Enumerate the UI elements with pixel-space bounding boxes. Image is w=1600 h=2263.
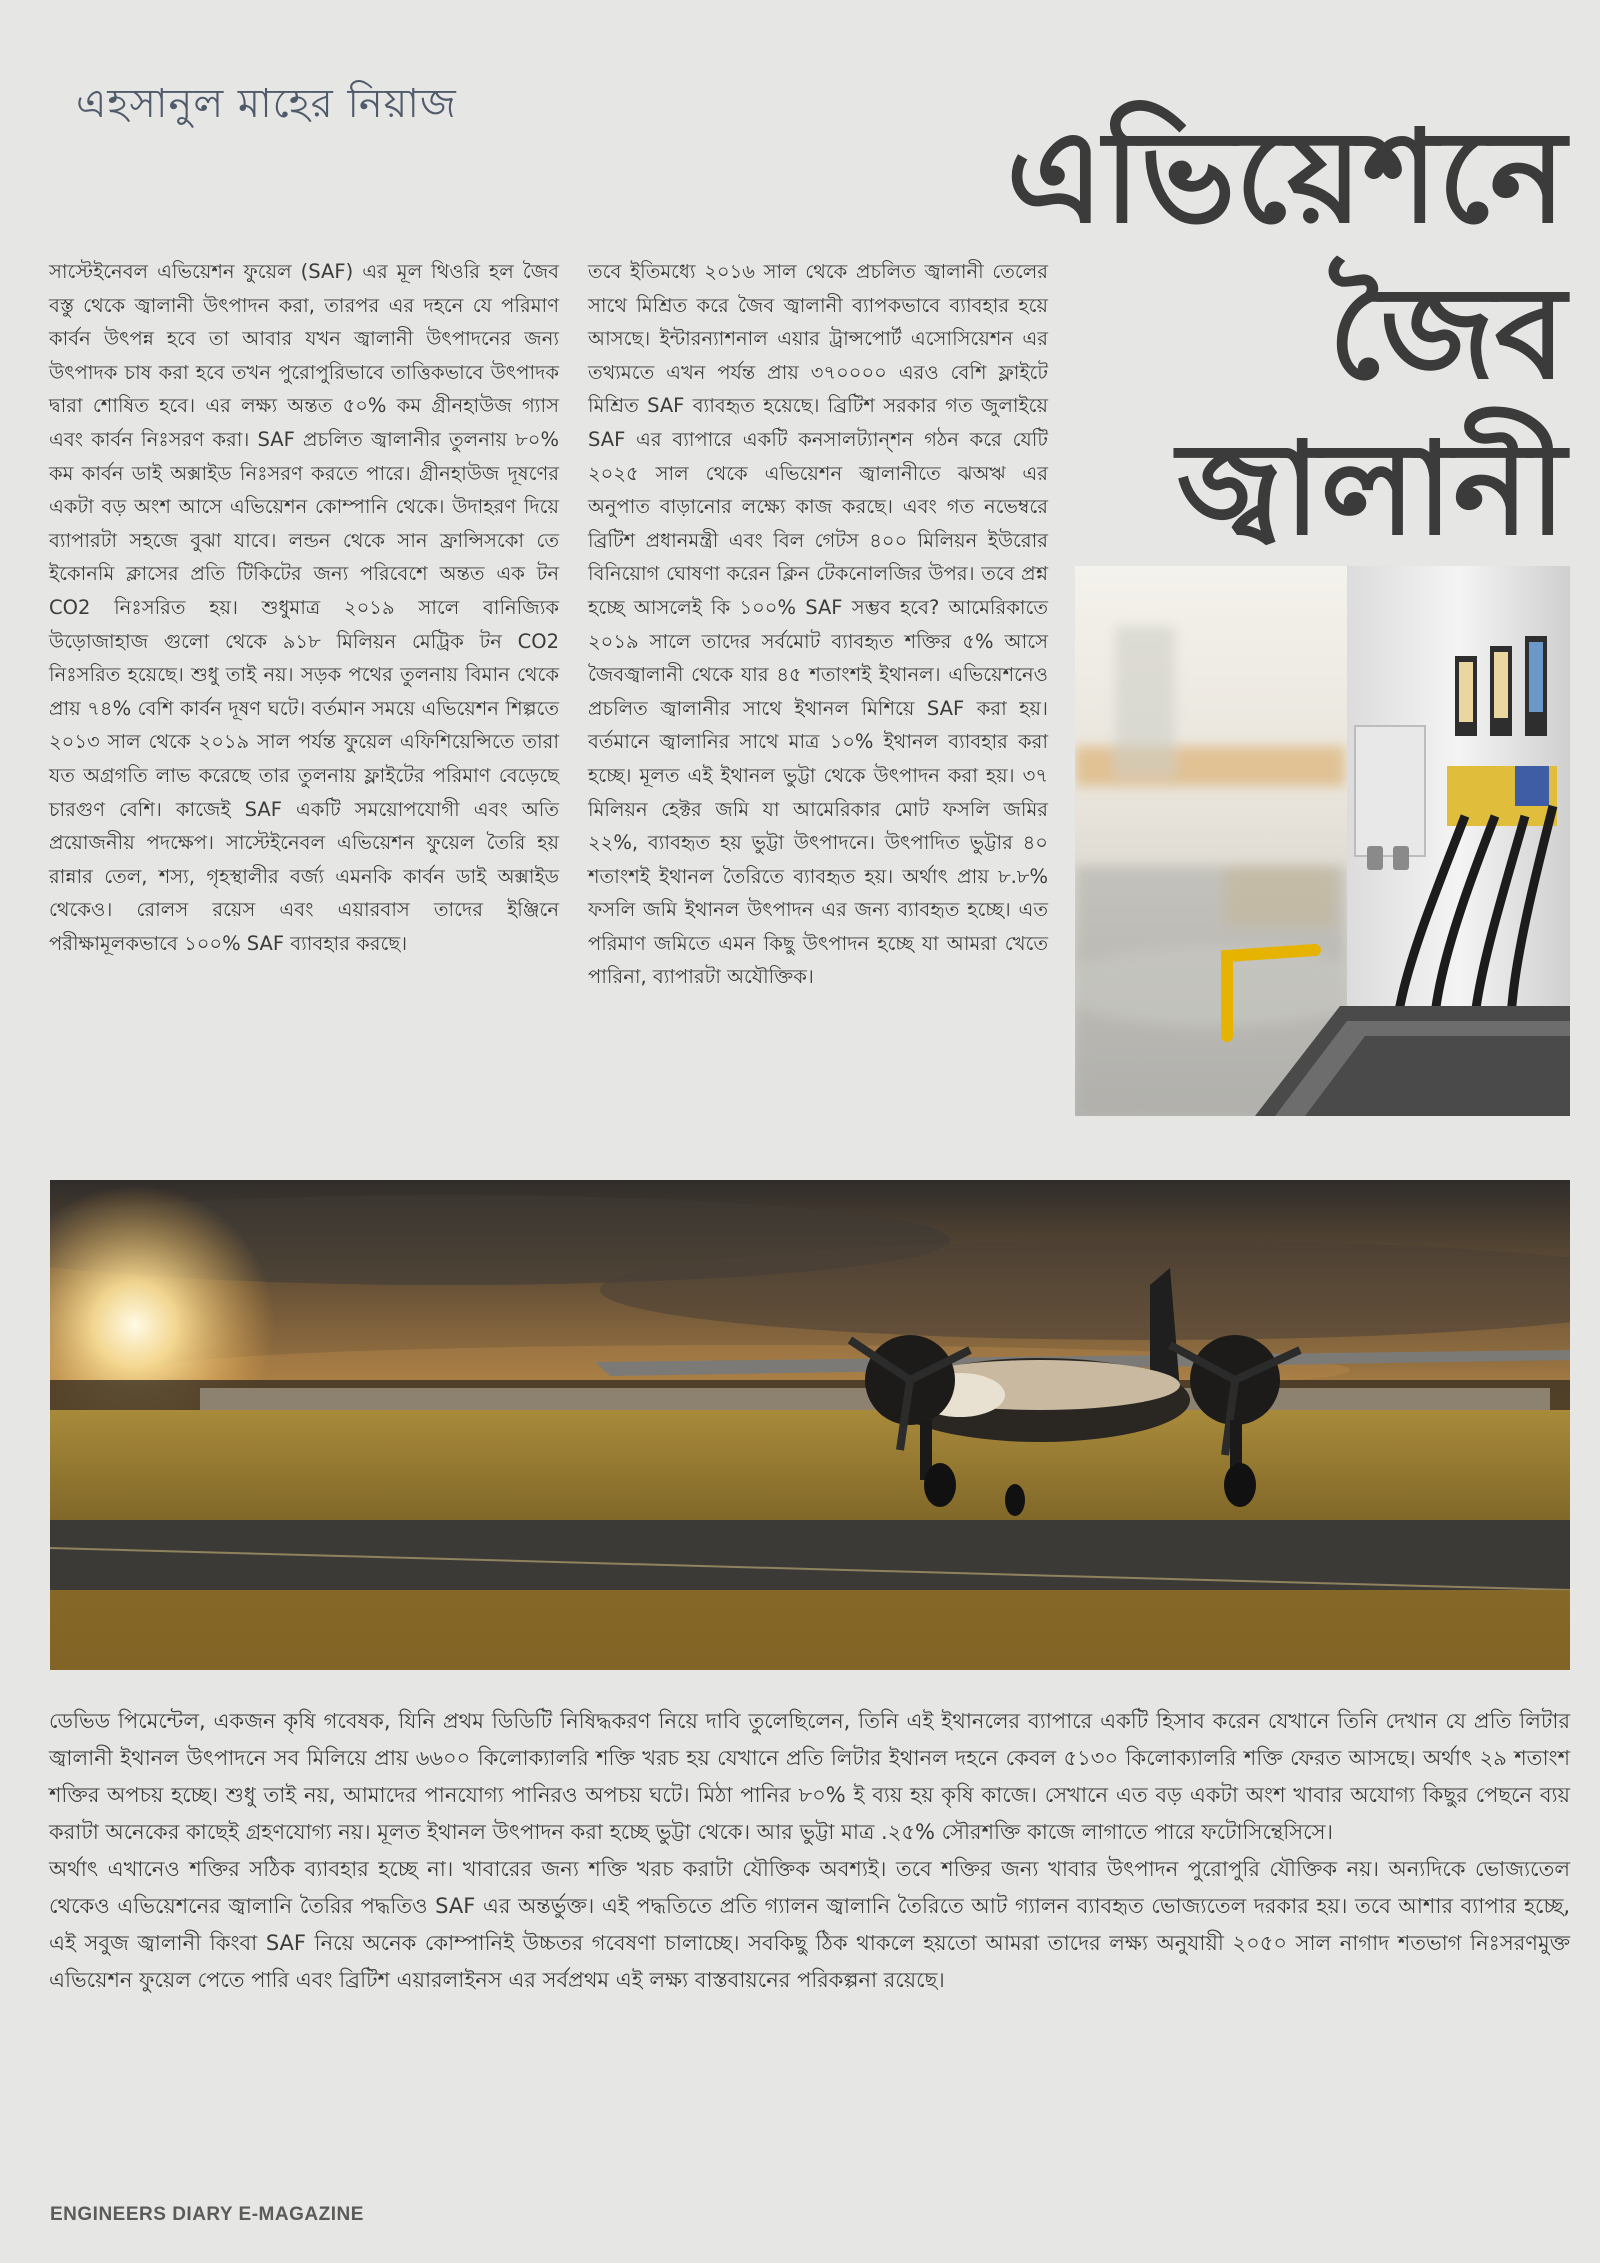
title-line-3: জ্বালানী bbox=[1177, 415, 1566, 564]
plane-illustration bbox=[50, 1180, 1570, 1670]
article-column-1: সাস্টেইনেবল এভিয়েশন ফুয়েল (SAF) এর মূল থিওরি হল জৈব বস্তু থেকে জ্বালানী উৎপাদন করা, তারপর এর দহনে যে পরিমাণ কার্বন উৎপন্ন হবে তা আবার যখন জ্বালানী উৎপাদনের জন্য উৎপাদক চাষ করা হবে তখন পুরোপুরিভাবে তাত্তিকভাবে উৎপাদক দ্বারা শোষিত হবে। এর লক্ষ্য অন্তত ৫০% কম গ্রীনহাউজ গ্যাস এবং কার্বন নিঃসরণ করা। SAF প্রচলিত জ্বালানীর তুলনায় ৮০% কম কার্বন ডাই অক্সাইড নিঃসরণ করতে পারে। গ্রীনহাউজ দূষণের একটা বড় অংশ আসে এভিয়েশন কোম্পানি থেকে। উদাহরণ দিয়ে ব্যাপারটা সহজে বুঝা যাবে। লন্ডন থেকে সান ফ্রান্সিসকো তে ইকোনমি ক্লাসের প্রতি টিকিটের জন্য পরিবেশে অন্তত এক টন CO2 নিঃসরিত হয়। শুধুমাত্র ২০১৯ সালে বানিজ্যিক উড়োজাহাজ গুলো থেকে ৯১৮ মিলিয়ন মেট্রিক টন CO2 নিঃসরিত হয়েছে। শুধু তাই নয়। সড়ক পথের তুলনায় বিমান থেকে প্রায় ৭৪% বেশি কার্বন দূষণ ঘটে। বর্তমান সময়ে এভিয়েশন শিল্পতে ২০১৩ সাল থেকে ২০১৯ সাল পর্যন্ত ফুয়েল এফিশিয়েন্সিতে তারা যত অগ্রগতি লাভ করেছে তার তুলনায় ফ্লাইটের পরিমাণ বেড়েছে চারগুণ বেশি। কাজেই SAF একটি সময়োপযোগী এবং অতি প্রয়োজনীয় পদক্ষেপ। সাস্টেইনেবল এভিয়েশন ফুয়েল তৈরি হয় রান্নার তেল, শস্য, গৃহস্থালীর বর্জ্য এমনকি কার্বন ডাই অক্সাইড থেকেও। রোলস রয়েস এবং এয়ারবাস তাদের ইঞ্জিনে পরীক্ষামূলকভাবে ১০০% SAF ব্যাবহার করছে। bbox=[49, 260, 559, 955]
bottom-paragraph-2: অর্থাৎ এখানেও শক্তির সঠিক ব্যাবহার হচ্ছে না। খাবারের জন্য শক্তি খরচ করাটা যৌক্তিক অবশ্যই। তবে শক্তির জন্য খাবার উৎপাদন পুরোপুরি যৌক্তিক নয়। অন্যদিকে ভোজ্যতেল থেকেও এভিয়েশনের জ্বালানি তৈরির পদ্ধতিও SAF এর অন্তর্ভুক্ত। এই পদ্ধতিতে প্রতি গ্যালন জ্বালানি তৈরিতে আট গ্যালন ব্যাবহৃত ভোজ্যতেল দরকার হয়। তবে আশার ব্যাপার হচ্ছে, এই সবুজ জ্বালানী কিংবা SAF নিয়ে অনেক কোম্পানিই উচ্চতর গবেষণা চালাচ্ছে। সবকিছু ঠিক থাকলে হয়তো আমরা তাদের লক্ষ্য অনুযায়ী ২০৫০ সাল নাগাদ শতভাগ নিঃসরণমুক্ত এভিয়েশন ফুয়েল পেতে পারি এবং ব্রিটিশ এয়ারলাইনস এর সর্বপ্রথম এই লক্ষ্য বাস্তবায়নের পরিকল্পনা রয়েছে। bbox=[49, 1857, 1570, 1992]
article-bottom-text bbox=[49, 1703, 1570, 1999]
article-column-2: তবে ইতিমধ্যে ২০১৬ সাল থেকে প্রচলিত জ্বালানী তেলের সাথে মিশ্রিত করে জৈব জ্বালানী ব্যাপকভাবে ব্যাবহার হয়ে আসছে। ইন্টারন্যাশনাল এয়ার ট্রান্সপোর্ট এসোসিয়েশন এর তথ্যমতে এখন পর্যন্ত প্রায় ৩৭০০০০ এরও বেশি ফ্লাইটে মিশ্রিত SAF ব্যাবহৃত হয়েছে। ব্রিটিশ সরকার গত জুলাইয়ে SAF এর ব্যাপারে একটি কনসালট্যান্শন গঠন করে যেটি ২০২৫ সাল থেকে এভিয়েশন জ্বালানীতে ঝঅঋ এর অনুপাত বাড়ানোর লক্ষ্যে কাজ করছে। এবং গত নভেম্বরে ব্রিটিশ প্রধানমন্ত্রী এবং বিল গেটস ৪০০ মিলিয়ন ইউরোর বিনিয়োগ ঘোষণা করেন ক্লিন টেকনোলজির উপর। তবে প্রশ্ন হচ্ছে আসলেই কি ১০০% SAF সম্ভব হবে? আমেরিকাতে ২০১৯ সালে তাদের সর্বমোট ব্যাবহৃত শক্তির ৫% আসে জৈবজ্বালানী থেকে যার ৪৫ শতাংশই ইথানল। এভিয়েশনেও প্রচলিত জ্বালানীর সাথে ইথানল মিশিয়ে SAF করা হয়। বর্তমানে জ্বালানির সাথে মাত্র ১০% ইথানল ব্যাবহার করা হচ্ছে। মূলত এই ইথানল ভুট্টা থেকে উৎপাদন করা হয়। ৩৭ মিলিয়ন হেক্টর জমি যা আমেরিকার মোট ফসলি জমির ২২%, ব্যাবহৃত হয় ভুট্টা উৎপাদনে। উৎপাদিত ভুট্টার ৪০ শতাংশই ইথানল তৈরিতে ব্যাবহৃত হয়। অর্থাৎ প্রায় ৮.৮% ফসলি জমি ইথানল উৎপাদন এর জন্য ব্যাবহৃত হচ্ছে। এত পরিমাণ জমিতে এমন কিছু উৎপাদন হচ্ছে যা আমরা খেতে পারিনা, ব্যাপারটা অযৌক্তিক। bbox=[588, 260, 1048, 989]
plane-sunset-photo bbox=[50, 1180, 1570, 1670]
fuel-pump-illustration bbox=[1075, 566, 1570, 1116]
title-line-1: এভিয়েশনে bbox=[1006, 103, 1566, 252]
title-line-2: জৈব bbox=[1328, 259, 1566, 408]
bottom-paragraph-1: ডেভিড পিমেন্টেল, একজন কৃষি গবেষক, যিনি প্রথম ডিডিটি নিষিদ্ধকরণ নিয়ে দাবি তুলেছিলেন, তিনি এই ইথানলের ব্যাপারে একটি হিসাব করেন যেখানে তিনি দেখান যে প্রতি লিটার জ্বালানী ইথানল উৎপাদনে সব মিলিয়ে প্রায় ৬৬০০ কিলোক্যালরি শক্তি খরচ হয় যেখানে প্রতি লিটার ইথানল দহনে কেবল ৫১৩০ কিলোক্যালরি শক্তি ফেরত আসছে। অর্থাৎ ২৯ শতাংশ শক্তির অপচয় হচ্ছে। শুধু তাই নয়, আমাদের পানযোগ্য পানিরও অপচয় ঘটে। মিঠা পানির ৮০% ই ব্যয় হয় কৃষি কাজে। সেখানে এত বড় একটা অংশ খাবার অযোগ্য কিছুর পেছনে ব্যয় করাটা অনেকের কাছেই গ্রহণযোগ্য নয়। মূলত ইথানল উৎপাদন করা হচ্ছে ভুট্টা থেকে। আর ভুট্টা মাত্র .২৫% সৌরশক্তি কাজে লাগাতে পারে ফটোসিন্থেসিসে। bbox=[49, 1709, 1570, 1844]
article-author: এহসানুল মাহের নিয়াজ bbox=[76, 81, 457, 127]
fuel-pump-photo bbox=[1075, 566, 1570, 1116]
magazine-footer: ENGINEERS DIARY E-MAGAZINE bbox=[50, 2204, 364, 2225]
